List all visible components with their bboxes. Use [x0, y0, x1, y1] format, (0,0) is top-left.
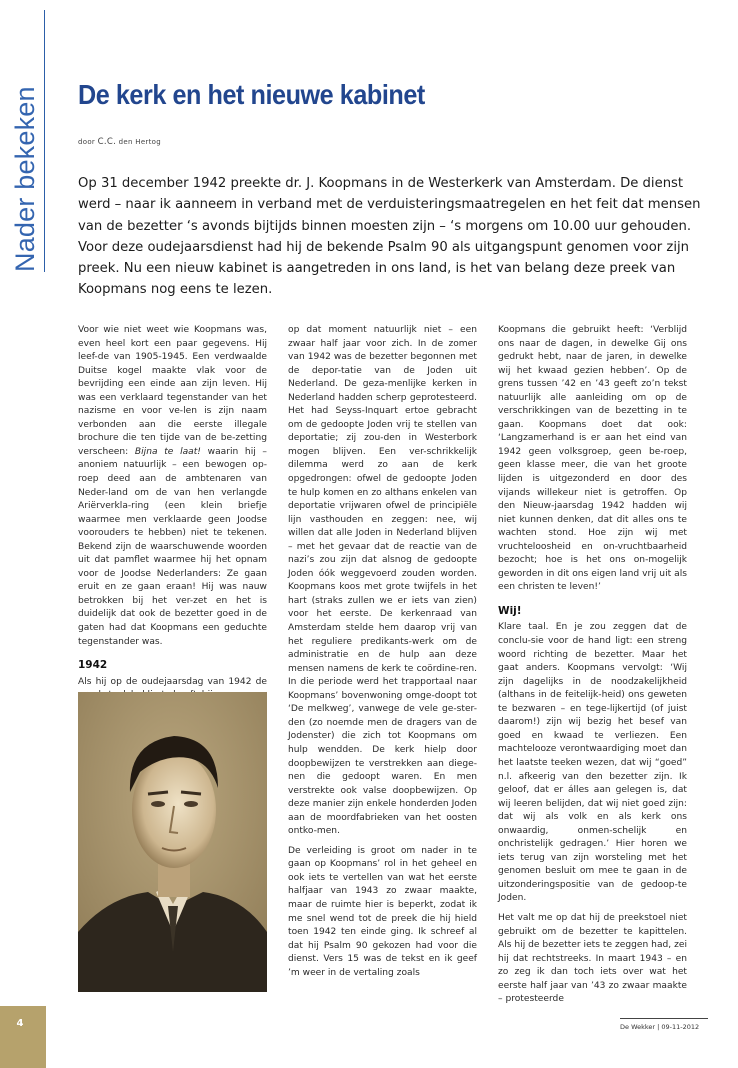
byline-initials: C.C. — [97, 137, 117, 147]
paragraph: Voor wie niet weet wie Koopmans was, even heel kort een paar gegevens. Hij leef-de van 1905-1945. Een verdwaalde Duitse kogel maakte vlak voor de bevrijding een einde aan zijn leven. Hij was een verklaard tegenstander van het nazisme en voor ve-len is zijn naam verbonden aan die eerste illegale brochure die ten tijde van de be-zetting verscheen: Bijna te laat! waarin hij – anoniem natuurlijk – een bewogen op-roep deed aan de ambtenaren van Neder-land om de van hen verlangde Ariërverkla-ring (een klein briefje waarmee men verklaarde geen Joodse voorouders te hebben) niet te tekenen. Bekend zijn de waarschuwende woorden uit dat pamflet waarmee hij het opnam voor de Joodse Nederlanders: Ze gaan eruit en ze gaan eraan! Hij was nauw betrokken bij het ver-zet en het is duidelijk dat ook de bezetter goed in de gaten had dat Koopmans een geduchte tegenstander was. — [78, 325, 267, 647]
footer-publication: De Wekker | 09-11-2012 — [620, 1023, 700, 1031]
column-1 — [78, 324, 267, 736]
page-number: 4 — [16, 1018, 24, 1029]
subheading-wij: Wij! — [498, 604, 522, 617]
section-label: Nader bekeken — [10, 86, 40, 272]
intro-paragraph: Op 31 december 1942 preekte dr. J. Koopmans in de Westerkerk van Amsterdam. De dienst werd – naar ik aanneem in verband met de verduisteringsmaatregelen en het feit dat mensen van de bezetter ‘s avonds bijtijds binnen moesten zijn – ‘s morgens om 10.00 uur gehouden. Voor deze oudejaarsdienst had hij de bekende Psalm 90 als uitgangspunt genomen voor zijn preek. Nu een nieuw kabinet is aangetreden in ons land, is het van belang deze preek van Koopmans nog eens te lezen. — [78, 176, 701, 298]
portrait-photo — [78, 692, 267, 992]
paragraph: De verleiding is groot om nader in te gaan op Koopmans’ rol in het geheel en ook iets te vertellen van wat het eerste halfjaar van 1943 zo zwaar maakte, maar de ruimte hier is beperkt, zodat ik me snel wend tot de preek die hij hield toen 1942 ten einde ging. Ik schreef al dat hij Psalm 90 gekozen had voor die dienst. Vers 15 was de tekst en ik geef ’m weer in de vertaling zoals — [288, 845, 477, 978]
portrait-image — [78, 692, 267, 992]
paragraph: Het valt me op dat hij de preekstoel niet gebruikt om de bezetter te kapittelen. Als hij de bezetter iets te zeggen had, zei hij dat rechtstreeks. In maart 1943 – en zo zeg ik dan toch iets over wat het eerste half jaar van ’43 zo zwaar maakte – protesteerde — [498, 912, 687, 1005]
column-2 — [288, 324, 477, 986]
page-number-tab — [0, 1006, 46, 1068]
paragraph: Klare taal. En je zou zeggen dat de conclu-sie voor de hand ligt: een streng woord richting de bezetter. Maar het gaat anders. Koopmans vervolgt: ‘Wij zijn dagelijks in de noodzakelijkheid (althans in de feitelijk-heid) ons geweten te bezwaren – en tege-lijkertijd (of juist daarom!) zijn wij bezig het besef van goed en kwaad te verliezen. Een machteloozе verontwaardiging moet dan het laatste teeken wezen, dat wij “goed” n.l. afkeerig van den bezetter zijn. Ik geloof, dat er álles aan gelegen is, dat wij leeren belijden, dat wij niet goed zijn: dat wij als volk en als kerk ons onwaardig, onmen-schelijk en onchristelijk gedragen.’ Hier horen we iets terug van zijn worsteling met het genomen besluit om mee te gaan in de uitzonderingspositie van de gedoop-te Joden. — [498, 622, 687, 904]
byline-prefix: door — [78, 138, 96, 146]
byline-author: den Hertog — [118, 138, 161, 146]
brochure-title: Bijna te laat! — [134, 446, 201, 457]
paragraph: Als hij op de oudejaarsdag van 1942 de — [78, 676, 267, 687]
article-title: De kerk en het nieuwe kabinet — [78, 79, 425, 110]
subheading-1942: 1942 — [78, 659, 108, 672]
column-3 — [498, 324, 687, 1013]
paragraph: op dat moment natuurlijk niet – een zwaar half jaar voor zich. In de zomer van 1942 was de bezetter begonnen met de depor-tatie van de Joden uit Nederland. De geza-menlijke kerken in Nederland hadden scherp geprotesteerd. Het had Seyss-Inquart ertoe gebracht om de gedoopte Joden vrij te stellen van deportatie; zij zou-den in Westerbork mogen blijven. Een ver-schrikkelijk dilemma werd zo aan de kerk opgedrongen: ofwel de gedoopte Joden te hulp komen en zo althans enkelen van deportatie vrijwaren ofwel de principiële lijn vasthouden en zeggen: nee, wij willen dat alle Joden in Nederland blijven – met het gevaar dat de reactie van de nazi’s zou zijn dat alsnog de gedoopte Joden óók weggevoerd zouden worden. Koopmans koos met grote twijfels in het hart (straks zullen we er iets van zien) voor het eerste. De kerkenraad van Amsterdam stelde hem daarop vrij van het reguliere predikants-werk om de administratie en de hulp aan deze mensen namens de kerk te coördine-ren. In die periode werd het trapportaal naar Koopmans’ bovenwoning omge-doopt tot ‘De melkweg’, vanwege de vele ge-ster-den (zo noemde men de dragers van de Jodenster) die zich tot Koopmans om hulp wendden. De kerk hielp door doopbewijzen te verstrekken aan diege-nen die gedoopt waren. En men verstrekte ook valse doopbewijzen. Op deze manier zijn enkele honderden Joden aan de moordfabrieken van het oosten ontko-men. — [288, 325, 477, 837]
section-rule — [44, 10, 45, 272]
paragraph: Koopmans die gebruikt heeft: ‘Verblijd ons naar de dagen, in dewelke Gij ons gedrukt hebt, naar de jaren, in dewelke wij het kwaad gezien hebben’. Op de grens tussen ’42 en ’43 geeft zo’n tekst natuurlijk alle aanleiding om op de verschrikkingen van de bezetting in te gaan. Koopmans doet dat ook: ‘Langzamerhand is er aan het eind van 1942 geen volksgroep, geen be-roep, geen klasse meer, die van het groote lijden is uitgezonderd en door des vijands willekeur niet is getroffen. Op den Nieuw-jaarsdag 1942 hadden wij niet kunnen denken, dat dit alles ons te wachten stond. Hoe zijn wij met vruchteloosheid en on-vruchtbaarheid bezocht; hoe is het ons on-mogelijk geworden in dit ons eigen land vrij uit als een christen te leven!’ — [498, 325, 687, 593]
footer-rule — [620, 1018, 708, 1019]
byline — [78, 137, 161, 147]
